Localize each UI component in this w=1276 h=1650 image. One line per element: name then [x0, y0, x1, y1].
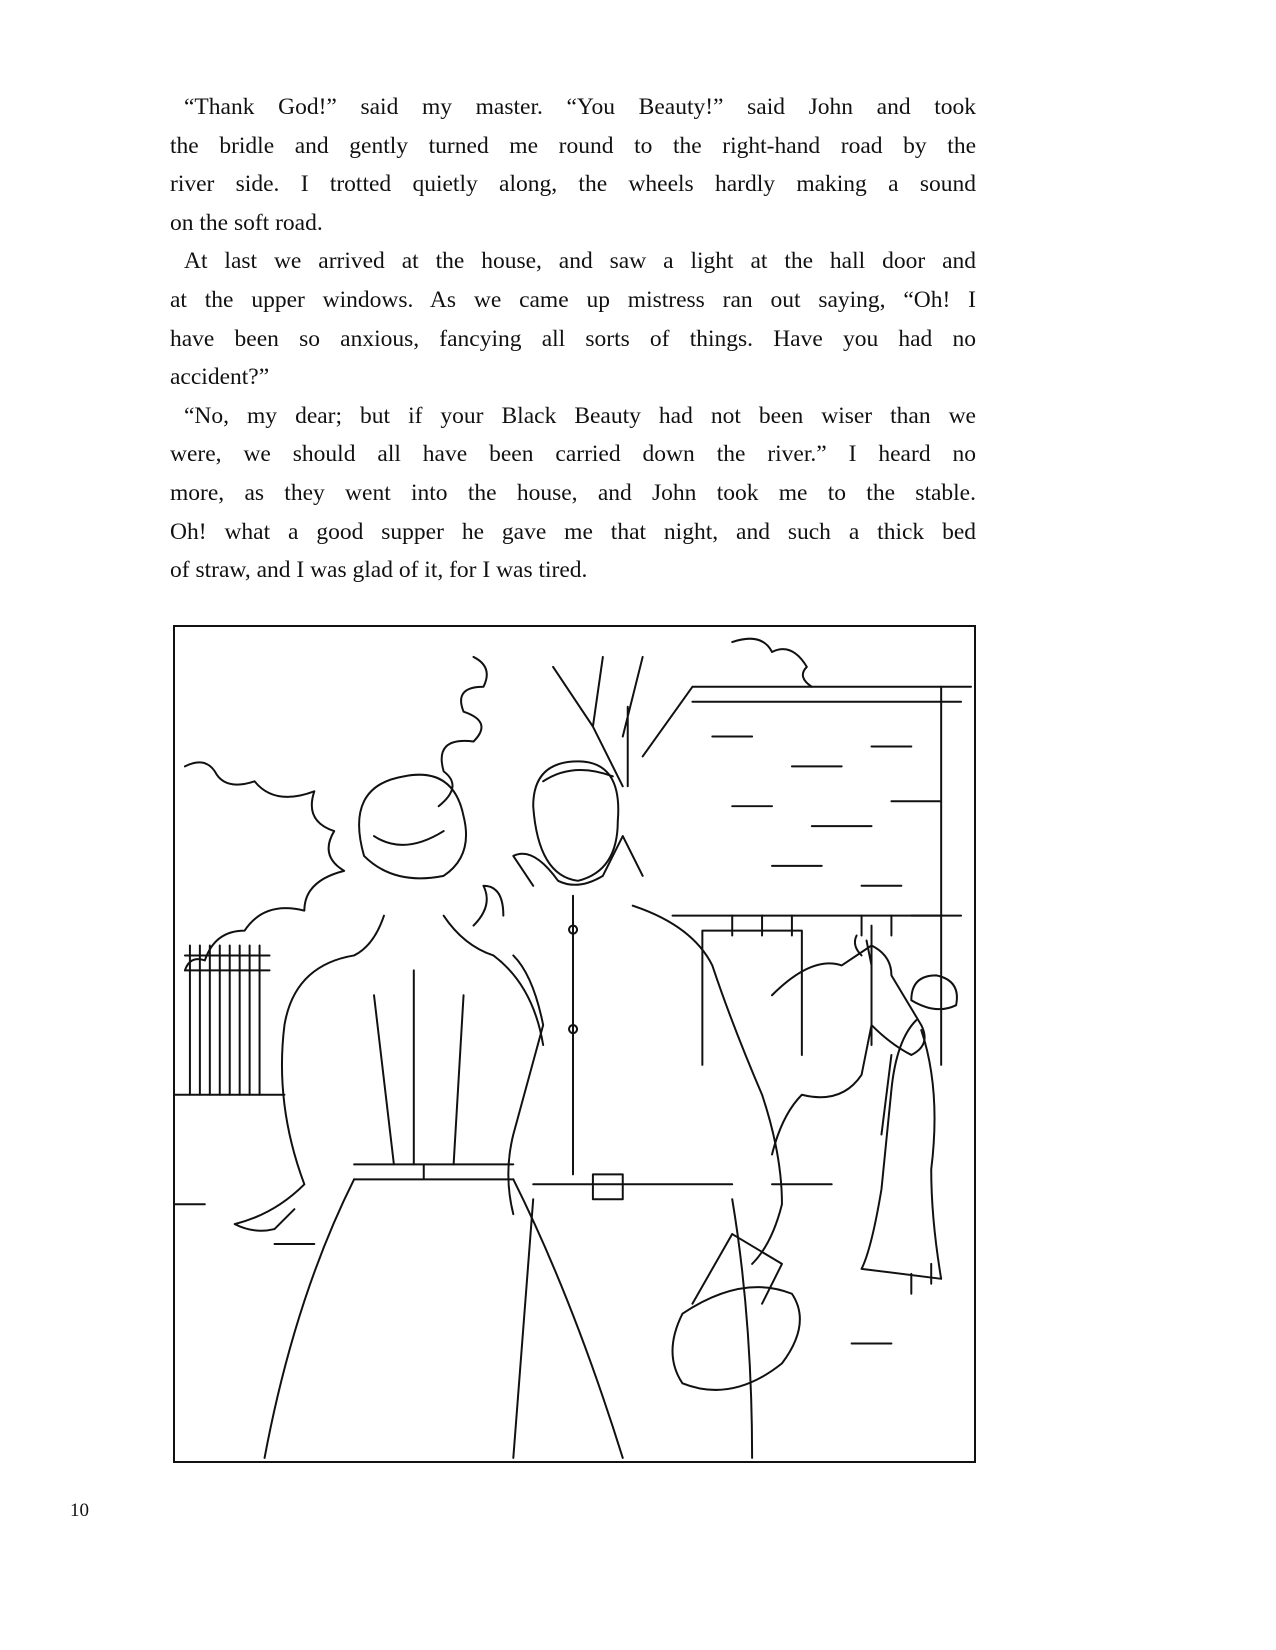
- text-line: river side. I trotted quietly along, the wheels hardly making a sound: [170, 171, 976, 198]
- text-line: “Thank God!” said my master. “You Beauty!” said John and took: [184, 94, 976, 120]
- man-figure: [508, 761, 800, 1458]
- text-line: accident?”: [170, 364, 270, 391]
- tree-drawing: [185, 639, 812, 971]
- text-line: more, as they went into the house, and John took me to the stable.: [170, 479, 976, 506]
- text-line: of straw, and I was glad of it, for I was tired.: [170, 557, 588, 584]
- page-number: 10: [70, 1500, 89, 1521]
- text-line: on the soft road.: [170, 209, 323, 236]
- illustration: [173, 625, 976, 1463]
- fence-drawing: [175, 945, 891, 1343]
- text-line: the bridle and gently turned me round to the right-hand road by the: [170, 132, 976, 159]
- text-line: have been so anxious, fancying all sorts of things. Have you had no: [170, 325, 976, 352]
- text-line: were, we should all have been carried down the river.” I heard no: [170, 441, 976, 468]
- house-drawing: [643, 687, 971, 1065]
- groom-figure: [862, 975, 957, 1293]
- text-line: at the upper windows. As we came up mistress ran out saying, “Oh! I: [170, 286, 976, 313]
- text-line: Oh! what a good supper he gave me that night, and such a thick bed: [170, 518, 976, 545]
- text-line: “No, my dear; but if your Black Beauty had not been wiser than we: [184, 402, 976, 429]
- body-text: [170, 88, 976, 590]
- text-line: At last we arrived at the house, and saw a light at the hall door and: [184, 248, 976, 275]
